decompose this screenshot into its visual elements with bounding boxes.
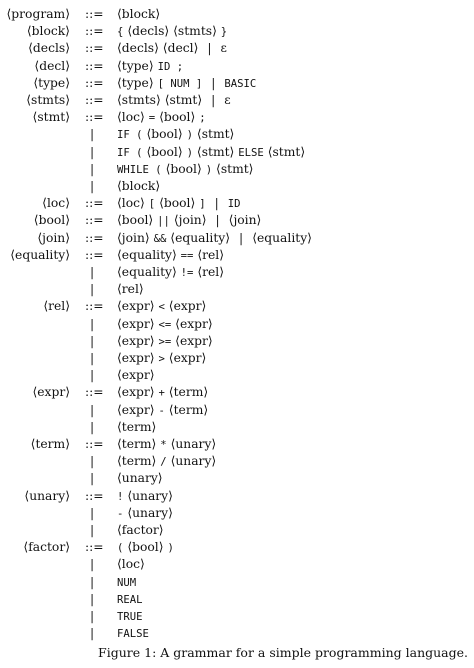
terminal-token: ID [227, 198, 241, 211]
alternative-bar: | [90, 574, 95, 589]
alternative-bar: | [90, 402, 95, 417]
terminal-token: / [160, 456, 167, 469]
nonterminal: ⟨expr⟩ [175, 333, 213, 348]
rule-rhs [117, 109, 206, 127]
rule-rhs [117, 23, 227, 41]
terminal-token: BASIC [224, 77, 257, 90]
rule-rhs [117, 488, 173, 506]
inline-alternative-bar: | [207, 41, 212, 56]
rule-rhs [117, 574, 136, 592]
terminal-token: } [220, 26, 228, 39]
terminal-token: <= [158, 318, 172, 331]
rule-rhs [117, 436, 216, 454]
nonterminal: ⟨expr⟩ [117, 351, 155, 365]
rule-rhs [117, 144, 305, 162]
nonterminal: ⟨expr⟩ [175, 316, 213, 331]
alternative-bar: | [90, 419, 95, 434]
alternative-bar: | [90, 591, 95, 606]
grammar-production [0, 574, 474, 591]
terminal-token: ( [117, 542, 124, 555]
nonterminal: ε [224, 93, 231, 107]
rule-rhs [117, 470, 163, 487]
rule-rhs [117, 126, 234, 144]
nonterminal: ⟨expr⟩ [168, 299, 207, 314]
grammar-production [0, 316, 474, 333]
nonterminal: ⟨join⟩ [117, 230, 150, 245]
grammar-production [0, 470, 474, 487]
rule-rhs [117, 161, 253, 179]
terminal-token: - [117, 507, 124, 520]
rule-rhs [117, 230, 312, 248]
rule-rhs [117, 92, 231, 109]
rule-lhs: ⟨factor⟩ [23, 540, 70, 555]
nonterminal: ⟨block⟩ [117, 7, 161, 21]
derives-operator: ::= [85, 488, 104, 503]
alternative-bar: | [90, 282, 95, 297]
nonterminal: ⟨equality⟩ [117, 247, 177, 262]
rule-rhs [117, 264, 224, 282]
nonterminal: ⟨term⟩ [117, 419, 157, 434]
nonterminal: ⟨unary⟩ [127, 505, 173, 520]
terminal-token: + [158, 387, 165, 400]
rule-rhs [117, 522, 164, 539]
nonterminal: ⟨loc⟩ [117, 557, 145, 572]
rule-rhs [117, 195, 241, 213]
grammar-production [0, 281, 474, 298]
rule-rhs [117, 58, 183, 76]
grammar-production [0, 40, 474, 57]
nonterminal: ⟨rel⟩ [117, 282, 144, 297]
nonterminal: ⟨loc⟩ [117, 110, 145, 125]
rule-rhs [117, 212, 261, 230]
nonterminal: ⟨expr⟩ [117, 368, 155, 383]
rule-rhs [117, 178, 160, 195]
grammar-production [0, 161, 474, 178]
rule-rhs [117, 350, 206, 368]
inline-alternative-bar: | [215, 213, 220, 228]
terminal-token: IF ( [117, 146, 143, 159]
nonterminal: ⟨bool⟩ [159, 110, 196, 125]
grammar-production [0, 488, 474, 505]
rule-lhs: ⟨stmt⟩ [32, 110, 70, 125]
derives-operator: ::= [85, 110, 104, 125]
rule-lhs: ⟨equality⟩ [10, 247, 70, 262]
nonterminal: ⟨unary⟩ [170, 454, 217, 469]
nonterminal: ⟨unary⟩ [117, 471, 163, 486]
nonterminal: ⟨expr⟩ [117, 299, 155, 314]
terminal-token: ID ; [157, 60, 184, 73]
terminal-token: ; [199, 112, 206, 125]
grammar-production [0, 6, 474, 23]
grammar-production [0, 23, 474, 40]
rule-rhs [117, 333, 213, 351]
grammar-production [0, 505, 474, 522]
alternative-bar: | [90, 144, 95, 159]
grammar-production [0, 350, 474, 367]
derives-operator: ::= [85, 247, 104, 262]
nonterminal: ⟨stmt⟩ [164, 93, 203, 107]
nonterminal: ⟨bool⟩ [165, 161, 202, 176]
grammar-production [0, 367, 474, 384]
nonterminal: ⟨stmt⟩ [216, 161, 254, 176]
grammar-production [0, 264, 474, 281]
alternative-bar: | [90, 471, 95, 486]
rule-rhs [117, 625, 149, 643]
rule-lhs: ⟨decls⟩ [28, 41, 70, 56]
derives-operator: ::= [85, 24, 104, 39]
grammar-production [0, 333, 474, 350]
rule-lhs: ⟨decl⟩ [34, 58, 70, 73]
rule-rhs [117, 281, 144, 298]
nonterminal: ⟨equality⟩ [117, 265, 177, 279]
derives-operator: ::= [85, 41, 104, 56]
grammar-production [0, 75, 474, 92]
nonterminal: ⟨bool⟩ [117, 213, 154, 228]
terminal-token: REAL [117, 593, 143, 606]
rule-rhs [117, 247, 224, 265]
nonterminal: ⟨unary⟩ [127, 488, 173, 503]
nonterminal: ⟨unary⟩ [170, 437, 217, 451]
grammar-production [0, 298, 474, 315]
nonterminal: ⟨expr⟩ [117, 333, 155, 348]
nonterminal: ⟨type⟩ [117, 58, 154, 73]
grammar-production [0, 247, 474, 264]
nonterminal: ⟨expr⟩ [117, 385, 155, 400]
nonterminal: ⟨join⟩ [228, 213, 262, 228]
terminal-token: < [158, 301, 165, 314]
nonterminal: ⟨stmt⟩ [196, 144, 235, 159]
terminal-token: ) [167, 542, 174, 555]
rule-rhs [117, 384, 208, 402]
derives-operator: ::= [85, 299, 104, 314]
rule-rhs [117, 539, 174, 557]
derives-operator: ::= [85, 93, 104, 107]
derives-operator: ::= [85, 540, 104, 555]
nonterminal: ⟨stmt⟩ [267, 144, 306, 159]
derives-operator: ::= [85, 385, 104, 400]
grammar-production [0, 126, 474, 143]
grammar-production [0, 402, 474, 419]
rule-rhs [117, 298, 206, 316]
rule-rhs [117, 608, 143, 626]
nonterminal: ⟨type⟩ [117, 75, 154, 90]
rule-rhs [117, 591, 143, 609]
nonterminal: ⟨stmts⟩ [173, 24, 217, 39]
terminal-token: - [158, 404, 165, 417]
grammar-production [0, 384, 474, 401]
grammar-production [0, 178, 474, 195]
alternative-bar: | [90, 505, 95, 520]
alternative-bar: | [90, 161, 95, 176]
rule-rhs [117, 453, 216, 471]
terminal-token: NUM [117, 576, 137, 589]
grammar-production [0, 625, 474, 642]
terminal-token: ) [205, 163, 213, 176]
terminal-token: * [160, 439, 167, 451]
terminal-token: { [117, 26, 124, 39]
inline-alternative-bar: | [211, 93, 216, 107]
rule-rhs [117, 75, 256, 93]
derives-operator: ::= [85, 75, 104, 90]
grammar-production [0, 144, 474, 161]
rule-rhs [117, 367, 155, 384]
terminal-token: && [153, 232, 167, 245]
inline-alternative-bar: | [239, 230, 244, 245]
alternative-bar: | [90, 179, 95, 193]
derives-operator: ::= [85, 437, 104, 451]
nonterminal: ⟨decls⟩ [117, 41, 159, 56]
rule-lhs: ⟨stmts⟩ [26, 93, 70, 107]
nonterminal: ⟨bool⟩ [127, 540, 164, 555]
grammar-production [0, 556, 474, 573]
derives-operator: ::= [85, 7, 104, 21]
inline-alternative-bar: | [214, 196, 219, 211]
alternative-bar: | [90, 626, 95, 641]
nonterminal: ⟨expr⟩ [117, 316, 155, 331]
inline-alternative-bar: | [211, 75, 216, 90]
alternative-bar: | [90, 368, 95, 383]
derives-operator: ::= [85, 213, 104, 228]
terminal-token: IF ( [117, 129, 143, 142]
rule-lhs: ⟨bool⟩ [33, 213, 70, 228]
nonterminal: ⟨decls⟩ [127, 24, 170, 39]
nonterminal: ⟨rel⟩ [197, 247, 225, 262]
rule-rhs [117, 402, 208, 420]
terminal-token: FALSE [117, 628, 149, 641]
nonterminal: ⟨term⟩ [117, 437, 157, 451]
terminal-token: [ NUM ] [157, 77, 203, 90]
nonterminal: ⟨bool⟩ [159, 196, 196, 211]
nonterminal: ⟨join⟩ [173, 213, 207, 228]
alternative-bar: | [90, 523, 95, 537]
rule-rhs [117, 419, 156, 436]
nonterminal: ⟨bool⟩ [146, 144, 183, 159]
rule-lhs: ⟨program⟩ [6, 7, 70, 21]
alternative-bar: | [90, 351, 95, 365]
grammar-production [0, 453, 474, 470]
grammar-production [0, 195, 474, 212]
alternative-bar: | [90, 316, 95, 331]
nonterminal: ⟨decl⟩ [162, 41, 199, 56]
rule-lhs: ⟨block⟩ [26, 24, 70, 39]
grammar-production [0, 230, 474, 247]
nonterminal: ⟨bool⟩ [146, 127, 183, 142]
nonterminal: ⟨term⟩ [117, 454, 157, 469]
nonterminal: ⟨equality⟩ [252, 230, 312, 245]
alternative-bar: | [90, 609, 95, 623]
terminal-token: != [180, 267, 194, 279]
terminal-token: > [158, 353, 165, 365]
terminal-token: = [148, 112, 156, 125]
grammar-production [0, 92, 474, 109]
grammar-production [0, 539, 474, 556]
terminal-token: ] [199, 198, 206, 211]
alternative-bar: | [90, 454, 95, 469]
nonterminal: ⟨expr⟩ [117, 402, 155, 417]
nonterminal: ⟨equality⟩ [170, 230, 231, 245]
nonterminal: ⟨term⟩ [168, 402, 209, 417]
nonterminal: ⟨block⟩ [117, 179, 161, 193]
derives-operator: ::= [85, 196, 104, 211]
rule-lhs: ⟨rel⟩ [43, 299, 70, 314]
terminal-token: ! [117, 490, 124, 503]
rule-lhs: ⟨loc⟩ [42, 196, 70, 211]
terminal-token: ELSE [238, 146, 264, 159]
terminal-token: ) [186, 129, 193, 142]
alternative-bar: | [90, 333, 95, 348]
terminal-token: ) [186, 146, 193, 159]
derives-operator: ::= [85, 58, 104, 73]
terminal-token: || [157, 215, 170, 228]
nonterminal: ε [220, 41, 227, 56]
nonterminal: ⟨stmts⟩ [117, 93, 161, 107]
grammar-production [0, 436, 474, 453]
alternative-bar: | [90, 557, 95, 572]
figure-caption: Figure 1: A grammar for a simple programming language. [98, 645, 468, 660]
terminal-token: [ [148, 198, 156, 211]
grammar-production [0, 58, 474, 75]
grammar-production [0, 591, 474, 608]
rule-lhs: ⟨expr⟩ [32, 385, 70, 400]
nonterminal: ⟨factor⟩ [117, 523, 164, 537]
nonterminal: ⟨rel⟩ [197, 265, 225, 279]
rule-lhs: ⟨join⟩ [37, 230, 70, 245]
rule-rhs [117, 6, 160, 23]
grammar-production [0, 109, 474, 126]
alternative-bar: | [90, 265, 95, 279]
nonterminal: ⟨expr⟩ [168, 351, 207, 365]
grammar-production [0, 522, 474, 539]
rule-lhs: ⟨type⟩ [33, 75, 70, 90]
rule-rhs [117, 316, 213, 334]
grammar-production [0, 608, 474, 625]
grammar-production [0, 212, 474, 229]
alternative-bar: | [90, 127, 95, 142]
derives-operator: ::= [85, 230, 104, 245]
nonterminal: ⟨term⟩ [168, 385, 209, 400]
rule-rhs [117, 505, 173, 523]
rule-lhs: ⟨unary⟩ [24, 488, 70, 503]
terminal-token: >= [158, 335, 172, 348]
rule-rhs [117, 556, 145, 573]
nonterminal: ⟨loc⟩ [117, 196, 145, 211]
terminal-token: WHILE ( [117, 163, 162, 176]
terminal-token: TRUE [117, 611, 143, 623]
terminal-token: == [180, 249, 194, 262]
rule-rhs [117, 40, 227, 57]
grammar-production [0, 419, 474, 436]
nonterminal: ⟨stmt⟩ [196, 127, 235, 142]
rule-lhs: ⟨term⟩ [30, 437, 70, 451]
